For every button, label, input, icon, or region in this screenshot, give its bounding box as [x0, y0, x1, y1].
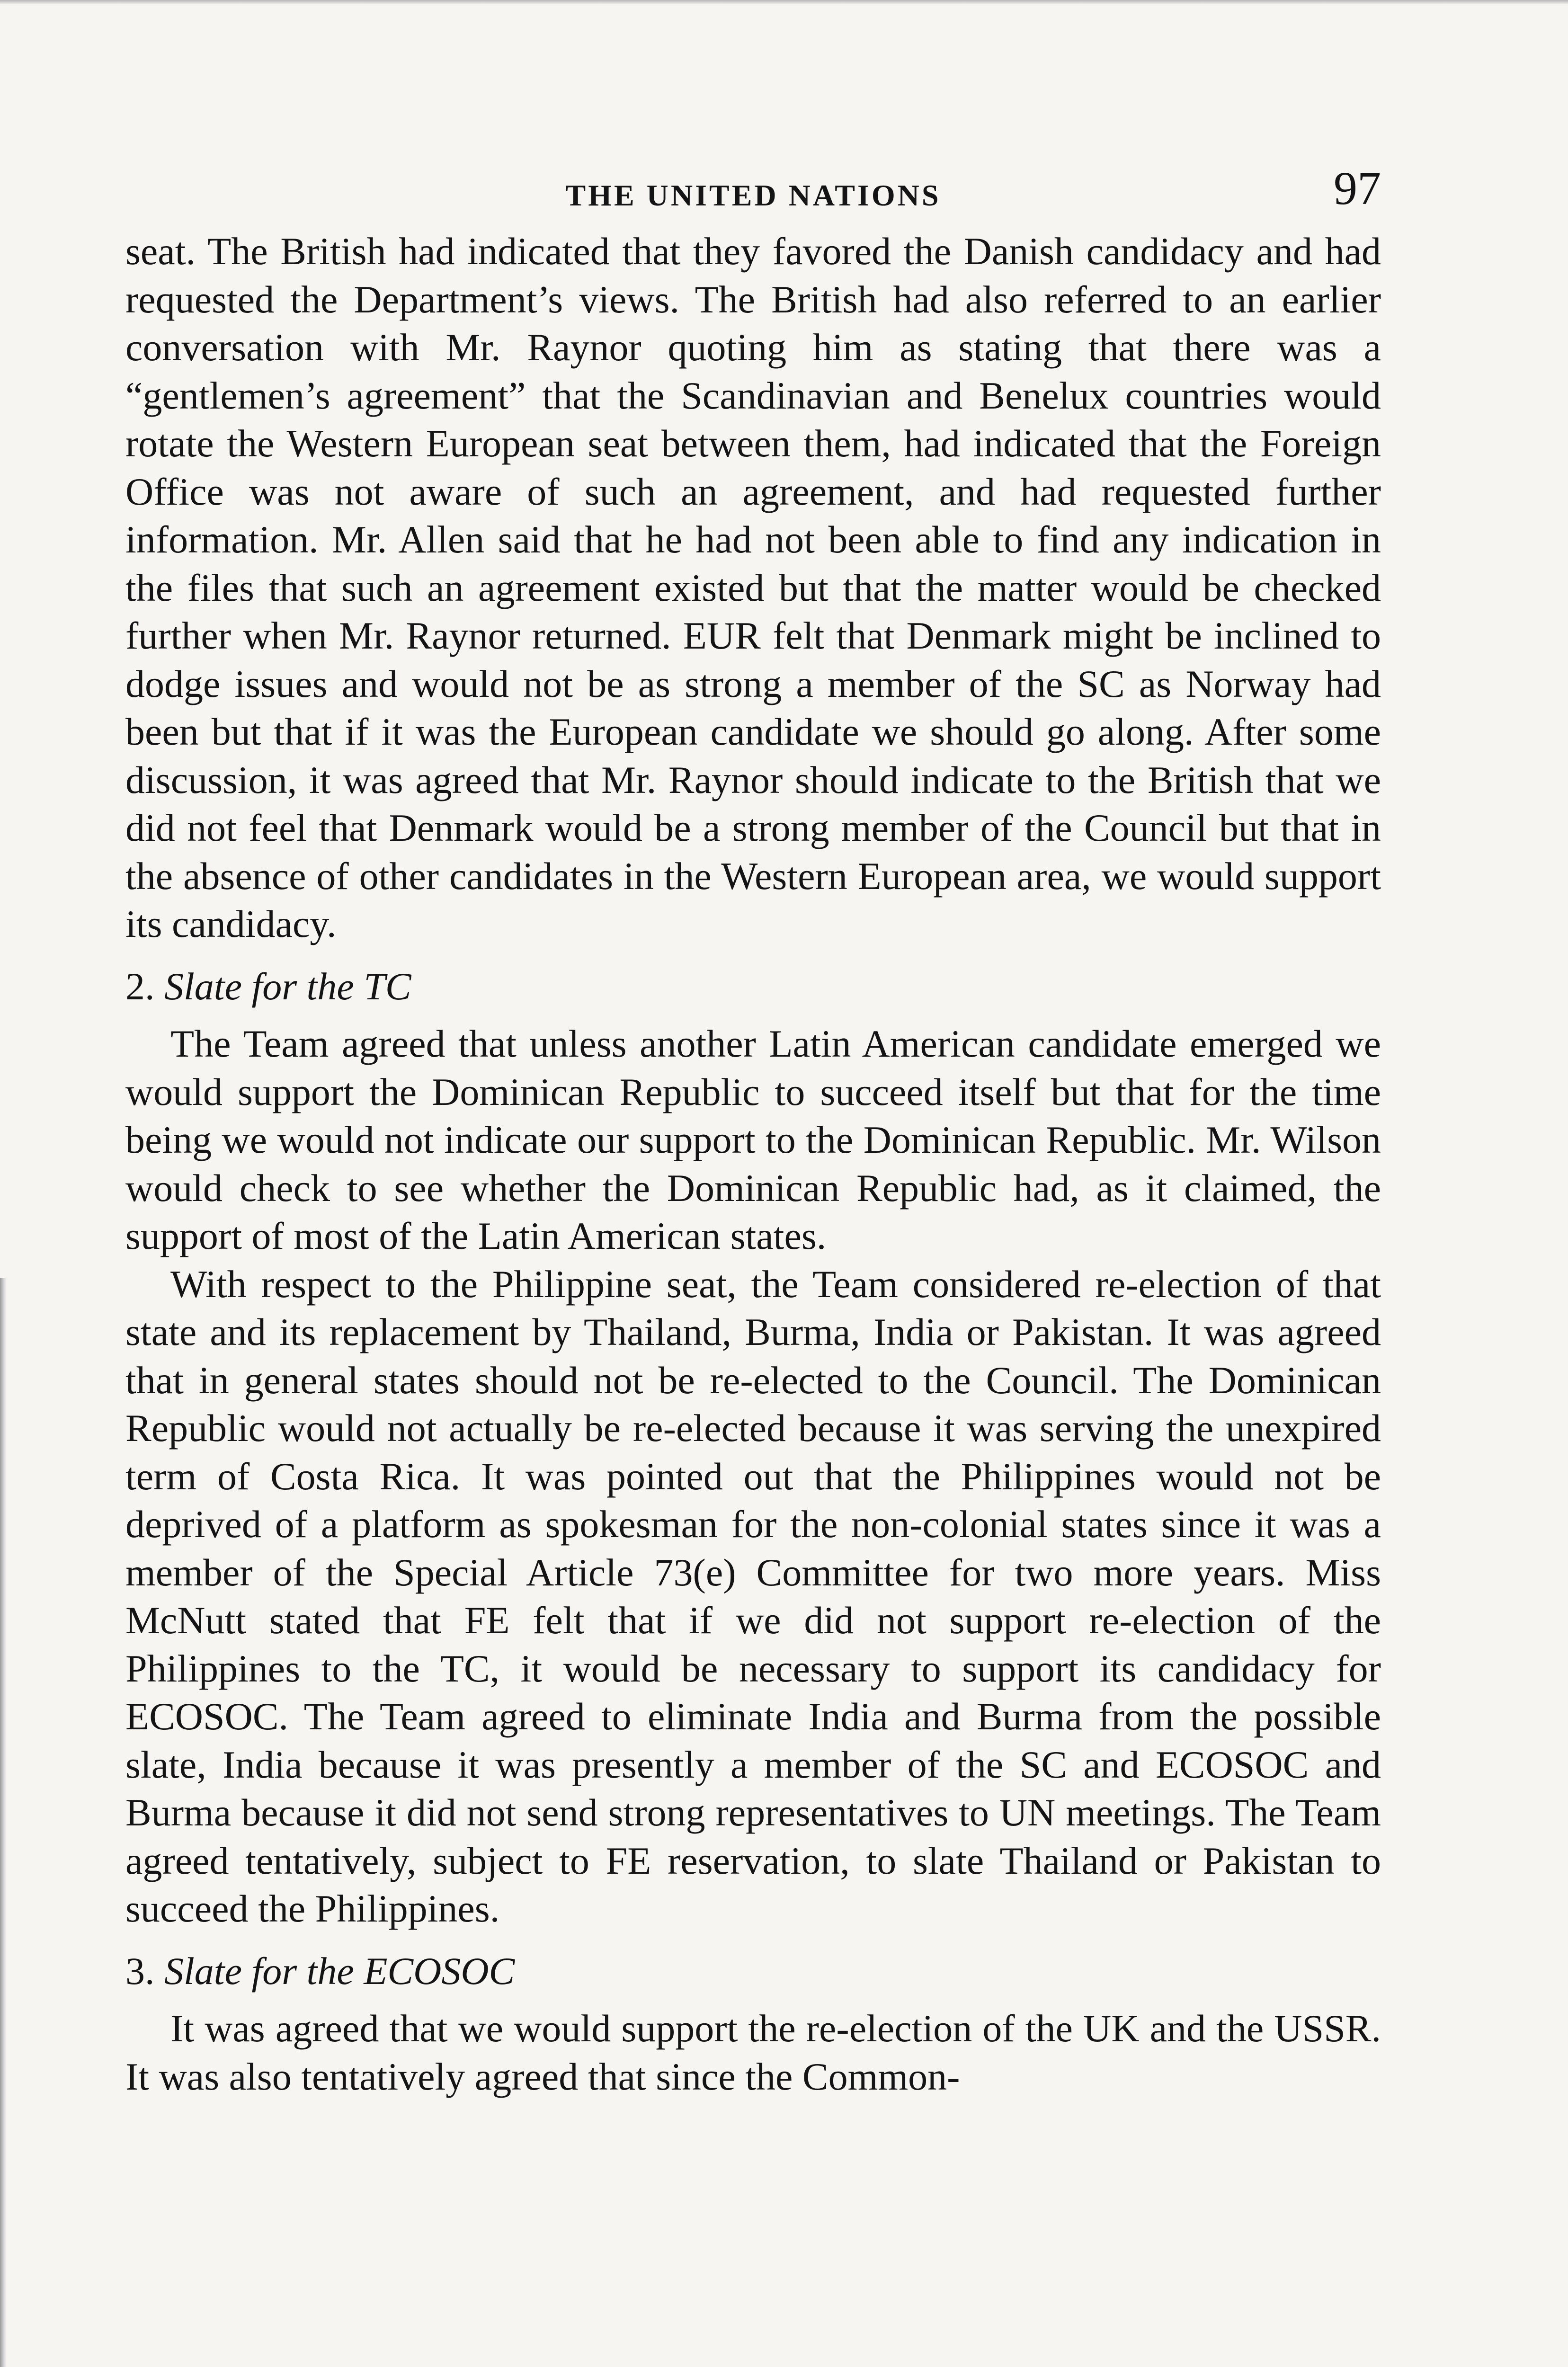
section-title: Slate for the ECOSOC	[164, 1949, 515, 1993]
section-title: Slate for the TC	[164, 964, 411, 1008]
page-header	[125, 161, 1381, 227]
page-body	[125, 227, 1381, 2100]
scan-edge-left	[0, 1278, 7, 2367]
paragraph-philippine-seat: With respect to the Philippine seat, the Team considered re-election of that state and its replacement by Thailand, Burma, India or Pakistan. It was agreed that in general states should not be re-elected to the Council. The Dominican Republic would not actually be re-elected because it was serving the unexpired term of Costa Rica. It was pointed out that the Philippines would not be deprived of a platform as spokesman for the non-colonial states since it was a member of the Special Article 73(e) Committee for two more years. Miss McNutt stated that FE felt that if we did not support re-election of the Philippines to the TC, it would be necessary to support its candidacy for ECOSOC. The Team agreed to eliminate India and Burma from the possible slate, India because it was presently a member of the SC and ECOSOC and Burma because it did not send strong representatives to UN meetings. The Team agreed tentatively, subject to FE reservation, to slate Thailand or Pakistan to succeed the Philippines.	[125, 1262, 1381, 1930]
section-heading-slate-ecosoc	[125, 1947, 1381, 1995]
section-number: 2.	[125, 964, 155, 1008]
book-page	[125, 161, 1381, 2100]
section-number: 3.	[125, 1949, 155, 1993]
paragraph-latin-american-candidate: The Team agreed that unless another Latin American candidate emerged we would support the Dominican Republic to succeed itself but that for the time being we would not indicate our support to the Dominican Republic. Mr. Wilson would check to see whether the Dominican Republic had, as it claimed, the support of most of the Latin American states.	[125, 1022, 1381, 1257]
scan-edge-top	[0, 0, 1568, 5]
running-head: THE UNITED NATIONS	[565, 178, 941, 212]
section-heading-slate-tc	[125, 962, 1381, 1011]
paragraph-ecosoc-reelection: It was agreed that we would support the re-election of the UK and the USSR. It was also tentatively agreed that since the Common-	[125, 2007, 1381, 2098]
paragraph-sc-seat-continued: seat. The British had indicated that they favored the Danish candidacy and had requested the Department’s views. The British had also referred to an earlier conversation with Mr. Raynor quoting him as stating that there was a “gentlemen’s agreement” that the Scandinavian and Benelux countries would rotate the Western European seat between them, had indicated that the Foreign Office was not aware of such an agreement, and had requested further information. Mr. Allen said that he had not been able to find any indication in the files that such an agreement existed but that the matter would be checked further when Mr. Raynor returned. EUR felt that Denmark might be inclined to dodge issues and would not be as strong a member of the SC as Norway had been but that if it was the European candidate we should go along. After some discussion, it was agreed that Mr. Raynor should indicate to the British that we did not feel that Denmark would be a strong member of the Council but that in the absence of other candidates in the Western European area, we would support its candidacy.	[125, 230, 1381, 945]
page-number: 97	[1334, 162, 1381, 214]
